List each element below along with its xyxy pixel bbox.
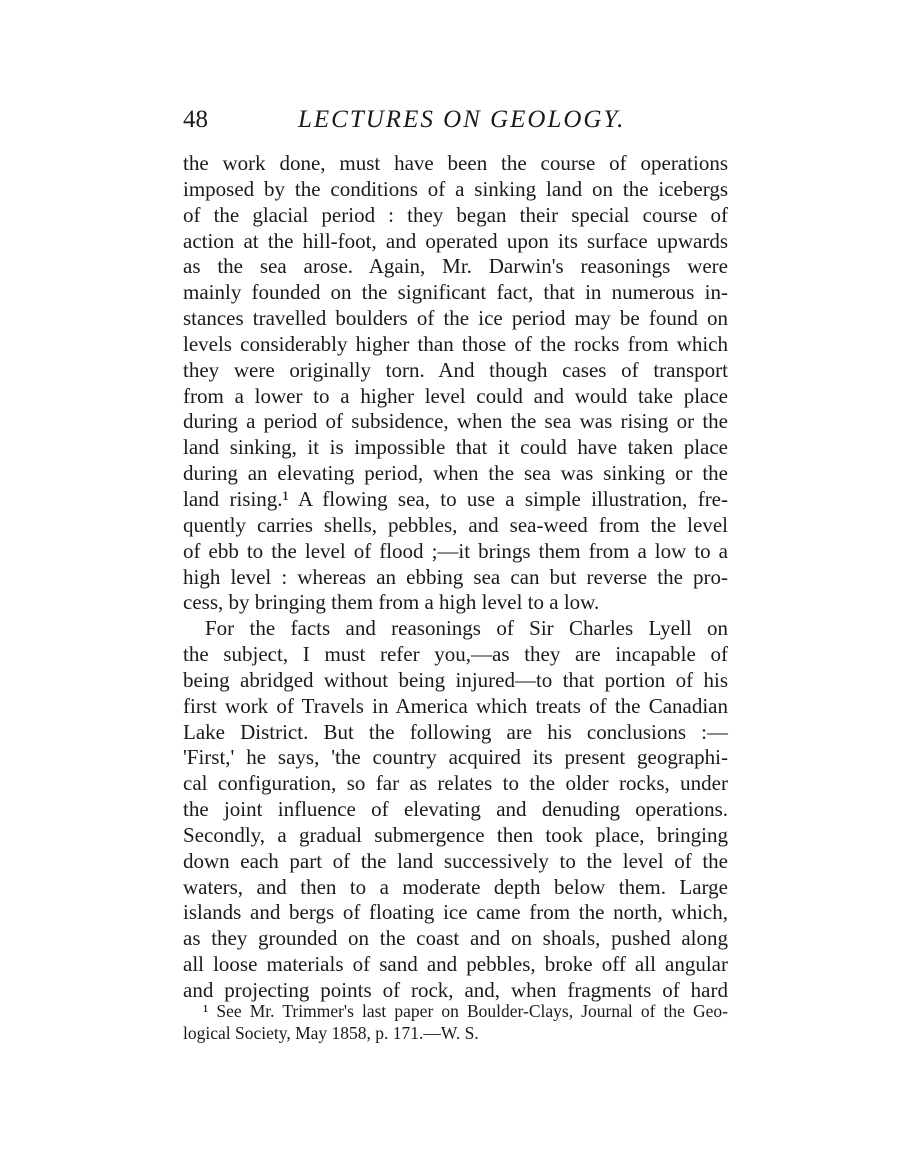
text-line: the joint influence of elevating and denuding operations. [183,797,728,822]
text-line: waters, and then to a moderate depth below them. Large [183,874,728,899]
text-line: during a period of subsidence, when the sea was rising or the [183,409,728,434]
text-line: cal configuration, so far as relates to the older rocks, under [183,771,728,796]
text-line: the work done, must have been the course of operations [183,151,728,175]
text-line: they were originally torn. And though cases of transport [183,357,728,382]
text-line: Lake District. But the following are his conclusions :— [183,719,728,744]
text-line: stances travelled boulders of the ice period may be found on [183,306,728,331]
text-line: cess, by bringing them from a high level to a low. [183,590,600,615]
text-line: being abridged without being injured—to that portion of his [183,667,728,692]
text-line: of ebb to the level of flood ;—it brings them from a low to a [183,538,728,563]
paragraph-start-line: For the facts and reasonings of Sir Charles Lyell on [205,616,728,641]
text-line: all loose materials of sand and pebbles, broke off all angular [183,952,728,977]
text-line: first work of Travels in America which treats of the Canadian [183,693,728,718]
running-title: LECTURES ON GEOLOGY. [298,106,626,133]
text-line: as the sea arose. Again, Mr. Darwin's reasonings were [183,254,728,279]
text-line: mainly founded on the significant fact, that in numerous in- [183,280,728,305]
text-line: high level : whereas an ebbing sea can but reverse the pro- [183,564,728,589]
text-line: Secondly, a gradual submergence then took place, bringing [183,822,728,847]
text-line: action at the hill-foot, and operated upon its surface upwards [183,228,728,253]
text-line: levels considerably higher than those of the rocks from which [183,331,728,356]
text-line: from a lower to a higher level could and would take place [183,383,728,408]
footnote [183,1000,728,1044]
footnote-line: ¹ See Mr. Trimmer's last paper on Boulder-Clays, Journal of the Geo- [203,1001,728,1021]
text-line: as they grounded on the coast and on shoals, pushed along [183,926,728,951]
text-line: during an elevating period, when the sea was sinking or the [183,461,728,486]
footnote-line: logical Society, May 1858, p. 171.—W. S. [183,1023,479,1043]
text-line: land rising.¹ A flowing sea, to use a simple illustration, fre- [183,486,728,511]
text-line: quently carries shells, pebbles, and sea-weed from the level [183,512,728,537]
page-header [183,100,728,140]
text-line: and projecting points of rock, and, when fragments of hard [183,978,728,1002]
page-number: 48 [183,106,208,133]
text-line: of the glacial period : they began their special course of [183,202,728,227]
text-line: imposed by the conditions of a sinking land on the icebergs [183,176,728,201]
text-line: land sinking, it is impossible that it could have taken place [183,435,728,460]
body-text [183,151,728,1004]
text-line: the subject, I must refer you,—as they are incapable of [183,642,728,667]
text-line: 'First,' he says, 'the country acquired its present geographi- [183,745,728,770]
text-line: down each part of the land successively to the level of the [183,848,728,873]
text-line: islands and bergs of floating ice came from the north, which, [183,900,728,925]
